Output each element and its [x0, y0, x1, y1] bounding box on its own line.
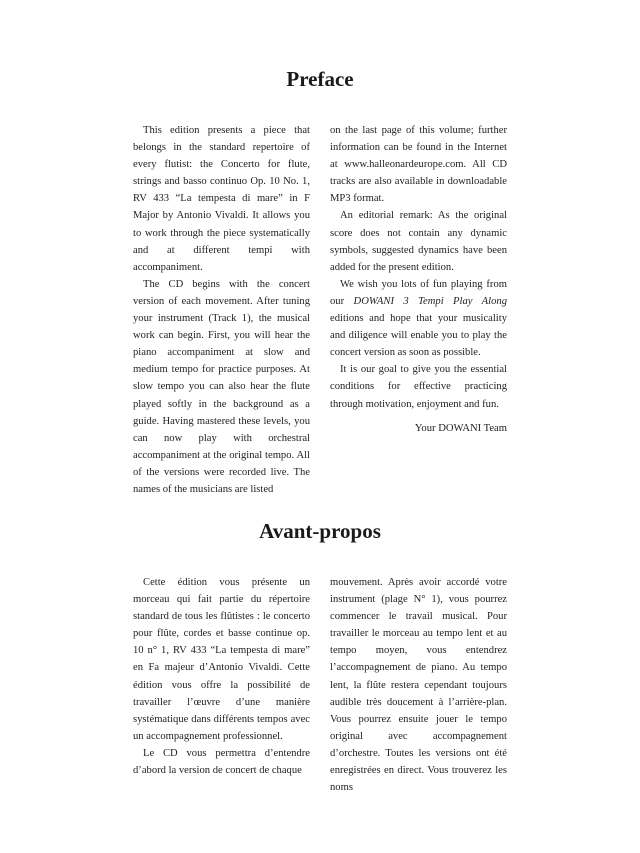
preface-paragraph: An editorial remark: As the original score does not contain any dynamic symbols, suggested dynamics have been added for the present edition. [330, 210, 507, 273]
preface-right-column [330, 122, 507, 437]
preface-paragraph: It is our goal to give you the essential conditions for effective practicing through motivation, enjoyment and fun. [330, 364, 507, 410]
avant-propos-paragraph: Le CD vous permettra d’entendre d’abord la version de concert de chaque [133, 747, 310, 777]
preface-text: We wish you lots of fun playing from our [330, 278, 507, 307]
avant-propos-paragraph: mouvement. Après avoir accordé votre instrument (plage N° 1), vous pourrez commencer le travail musical. Pour travailler le morceau au tempo lent et au tempo moyen, vous entendrez l’accompagnement de piano. Au tempo lent, la flûte restera cependant toujours audible très doucement à l’arrière-plan. Vous pourrez ensuite jouer le tempo original avec accompagnement d’orchestre. Toutes les versions ont été enregistrées en direct. Vous trouverez les noms [330, 577, 507, 794]
preface-paragraph: on the last page of this volume; further information can be found in the Internet at www.halleonardeurope.com. All CD tracks are also available in downloadable MP3 format. [330, 125, 507, 205]
preface-title: Preface [286, 67, 354, 91]
preface-text: editions and hope that your musicality and diligence will enable you to play the concert version as soon as possible. [330, 313, 507, 359]
preface-paragraph: The CD begins with the concert version of each movement. After tuning your instrument (Track 1), the musical work can begin. First, you will hear the piano accompaniment at slow and medium tempo for practice purposes. At slow tempo you can also hear the flute played softly in the background as a guide. Having mastered these levels, you can now play with orchestral accompaniment at the original tempo. All of the versions were recorded live. The names of the musicians are listed [133, 278, 310, 495]
avant-propos-left-column [133, 574, 310, 779]
avant-propos-right-column [330, 574, 507, 796]
preface-section [0, 66, 640, 495]
avant-propos-title: Avant-propos [259, 519, 381, 543]
preface-paragraph [330, 276, 507, 361]
avant-propos-paragraph: Cette édition vous présente un morceau qui fait partie du répertoire standard de tous les flûtistes : le concerto pour flûte, cordes et basse continue op. 10 n° 1, RV 433 “La tempesta di mare” en Fa majeur d’Antonio Vivaldi. Cette édition vous offre la possibilité de travailler l’œuvre d’une manière systématique dans différents tempos avec un accompagnement professionnel. [133, 577, 310, 742]
dowani-series-title: DOWANI 3 Tempi Play Along [353, 295, 507, 307]
preface-paragraph: This edition presents a piece that belongs in the standard repertoire of every flutist: the Concerto for flute, strings and basso continuo Op. 10 No. 1, RV 433 “La tempesta di mare” in F Major by Antonio Vivaldi. It allows you to work through the piece systematically and at different tempi with accompaniment. [133, 125, 310, 273]
preface-signature: Your DOWANI Team [414, 422, 507, 434]
avant-propos-section [0, 518, 640, 794]
preface-left-column [133, 122, 310, 498]
